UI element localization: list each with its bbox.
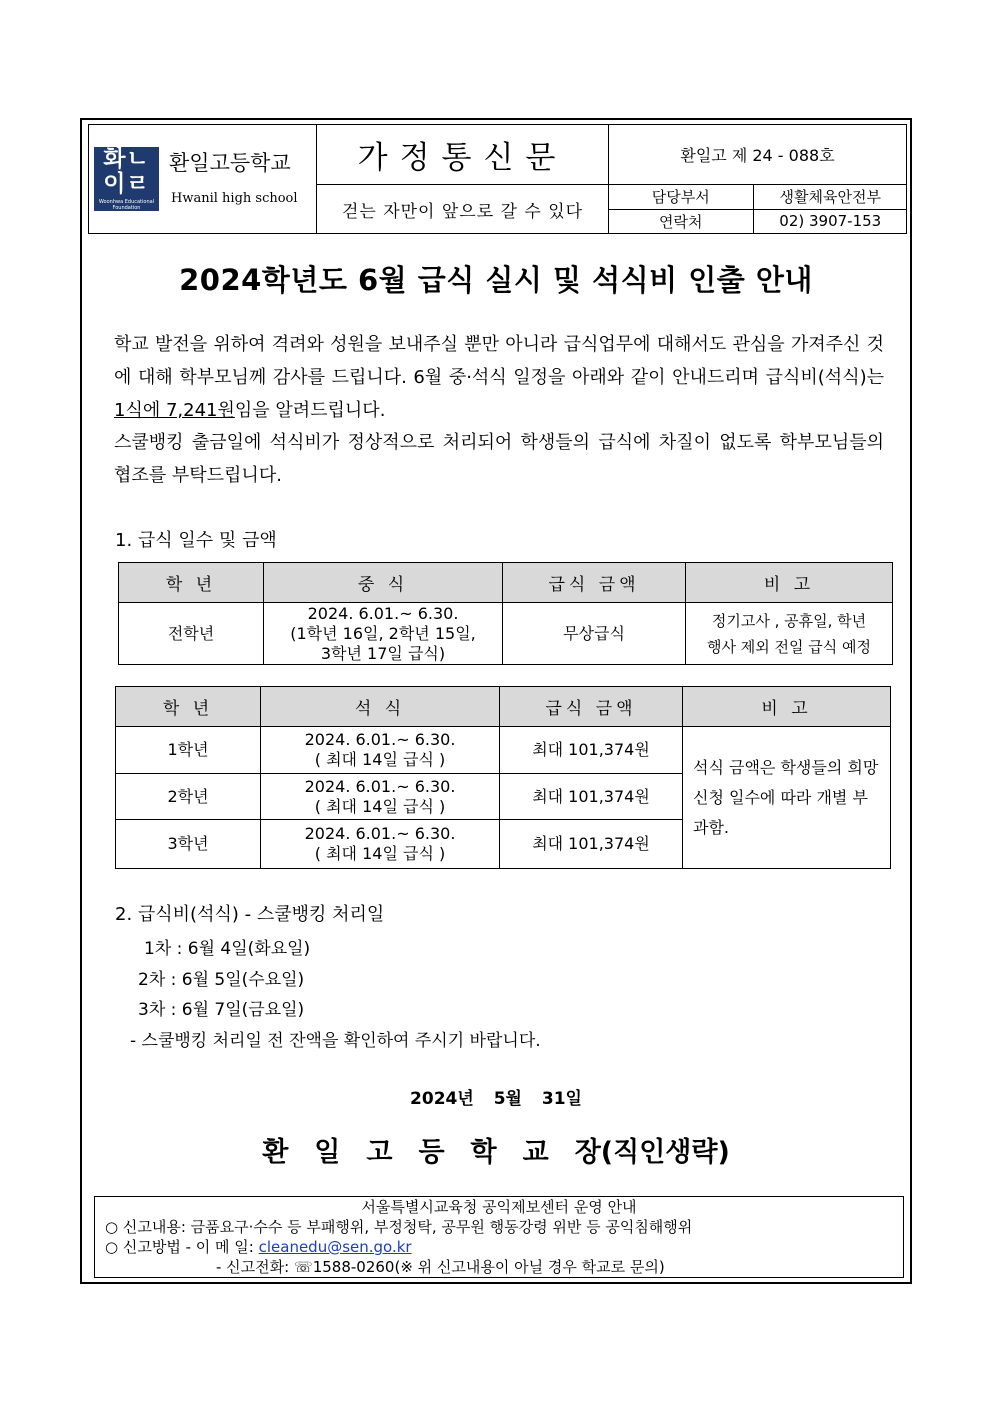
school-name-ko: 환일고등학교: [169, 151, 291, 175]
period-cell: 2024. 6.01.~ 6.30. ( 최대 14일 급식 ): [261, 727, 500, 774]
grade-cell: 3학년: [116, 820, 261, 869]
doc-number: 환일고 제 24 - 088호: [609, 125, 907, 185]
dept-label: 담당부서: [609, 185, 753, 209]
school-name-en: Hwanil high school: [171, 191, 298, 206]
table-header: 학 년: [119, 563, 264, 603]
intro-paragraph-1: 학교 발전을 위하여 격려와 성원을 보내주실 뿐만 아니라 급식업무에 대해서도 관심을 가져주신 것에 대해 학부모님께 감사를 드립니다. 6월 중·석식 일정을 아래와 같이 안내드리며 급식비(석식)는 1식에 7,241원임을 알려드립니다.: [114, 334, 884, 421]
table-header: 중 식: [264, 563, 503, 603]
amount-cell: 무상급식: [503, 603, 686, 665]
contact-value: 02) 3907-153: [779, 212, 882, 231]
issue-date: 2024년 5월 31일: [410, 1089, 582, 1109]
grade-cell: 1학년: [116, 727, 261, 774]
notice-line: - 신고전화: ☏1588-0260(※ 위 신고내용이 아닐 경우 학교로 문의): [216, 1258, 665, 1276]
section-2-title: 2. 급식비(석식) - 스쿨뱅킹 처리일: [115, 904, 385, 925]
amount-cell: 최대 101,374원: [500, 820, 683, 869]
amount-cell: 최대 101,374원: [500, 727, 683, 774]
doc-title: 가정통신문: [317, 125, 609, 185]
school-logo-cell: [89, 125, 317, 234]
notice-line: ○ 신고내용: 금품요구·수수 등 부패행위, 부정청탁, 공무원 행동강령 위반 등 공익침해행위: [105, 1218, 693, 1236]
meal-price: 1식에 7,241원: [114, 400, 235, 421]
table-row: [116, 727, 891, 774]
period-cell: 2024. 6.01.~ 6.30. (1학년 16일, 2학년 15일, 3학년 17일 급식): [264, 603, 503, 665]
table-header: 비 고: [686, 563, 893, 603]
email-link[interactable]: cleanedu@sen.go.kr: [258, 1238, 412, 1256]
page-title: 2024학년도 6월 급식 실시 및 석식비 인출 안내: [179, 263, 813, 297]
amount-cell: 최대 101,374원: [500, 774, 683, 820]
note-cell: 정기고사 , 공휴일, 학년 행사 제외 전일 급식 예정: [686, 603, 893, 665]
dinner-table: [115, 686, 891, 869]
schedule-note: - 스쿨뱅킹 처리일 전 잔액을 확인하여 주시기 바랍니다.: [130, 1031, 541, 1051]
notice-line: ○ 신고방법 - 이 메 일: cleanedu@sen.go.kr: [105, 1238, 412, 1256]
whistleblower-notice: [94, 1196, 904, 1278]
intro-paragraph-2: 스쿨뱅킹 출금일에 석식비가 정상적으로 처리되어 학생들의 급식에 차질이 없도록 학부모님들의 협조를 부탁드립니다.: [114, 432, 884, 486]
table-header: 비 고: [683, 687, 891, 727]
table-header: 석 식: [261, 687, 500, 727]
schedule-item: 2차 : 6월 5일(수요일): [138, 970, 305, 990]
signature: 환일고등학교장(직인생략): [262, 1137, 730, 1168]
grade-cell: 전학년: [119, 603, 264, 665]
table-header: 급식 금액: [500, 687, 683, 727]
period-cell: 2024. 6.01.~ 6.30. ( 최대 14일 급식 ): [261, 774, 500, 820]
table-header: 학 년: [116, 687, 261, 727]
table-header: 급식 금액: [503, 563, 686, 603]
section-1-title: 1. 급식 일수 및 금액: [115, 530, 277, 551]
school-logo: 화ㄴ 이ㄹ Woonhwa Educational Foundation: [94, 147, 159, 211]
school-motto: 걷는 자만이 앞으로 갈 수 있다: [317, 185, 609, 234]
notice-title: 서울특별시교육청 공익제보센터 운영 안내: [361, 1198, 637, 1216]
note-cell: 석식 금액은 학생들의 희망 신청 일수에 따라 개별 부과함.: [683, 727, 891, 869]
schedule-item: 1차 : 6월 4일(화요일): [144, 939, 311, 959]
header-table: [88, 124, 907, 234]
lunch-table: [118, 562, 893, 665]
schedule-item: 3차 : 6월 7일(금요일): [138, 1000, 305, 1020]
dept-value: 생활체육안전부: [753, 185, 907, 209]
period-cell: 2024. 6.01.~ 6.30. ( 최대 14일 급식 ): [261, 820, 500, 869]
contact-label: 연락처: [609, 209, 753, 233]
grade-cell: 2학년: [116, 774, 261, 820]
